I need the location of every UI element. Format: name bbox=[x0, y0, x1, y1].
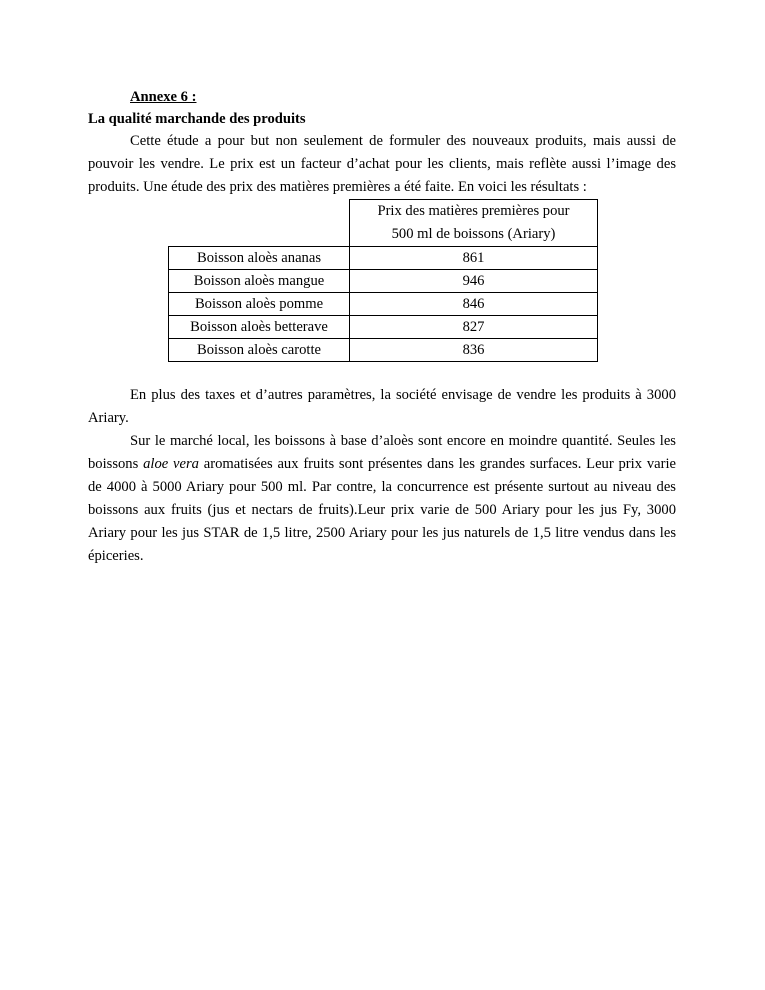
price-cell: 846 bbox=[350, 293, 598, 316]
market-text-part1: Sur le marché local, les boissons à base d’aloès sont encore en moindre quantité. Seules les boissons bbox=[88, 433, 676, 472]
table-row bbox=[169, 293, 598, 316]
product-cell: Boisson aloès mangue bbox=[169, 270, 350, 293]
product-cell: Boisson aloès betterave bbox=[169, 316, 350, 339]
table-row bbox=[169, 247, 598, 270]
table-header-line1: Prix des matières premières pour bbox=[377, 203, 570, 219]
table-corner-cell bbox=[169, 200, 350, 247]
annex-label: Annexe 6 : bbox=[130, 89, 197, 105]
intro-paragraph: Cette étude a pour but non seulement de formuler des nouveaux produits, mais aussi de pouvoir les vendre. Le prix est un facteur d’achat pour les clients, mais reflète aussi l’image des produits. Une étude des prix des matières premières a été faite. En voici les résultats : bbox=[88, 133, 676, 195]
price-cell: 861 bbox=[350, 247, 598, 270]
price-cell: 827 bbox=[350, 316, 598, 339]
table-row bbox=[169, 270, 598, 293]
taxes-paragraph: En plus des taxes et d’autres paramètres, la société envisage de vendre les produits à 3000 Ariary. bbox=[88, 387, 676, 426]
market-text-part2: aromatisées aux fruits sont présentes dans les grandes surfaces. Leur prix varie de 4000 à 5000 Ariary pour 500 ml. Par contre, la concurrence est présente surtout au niveau des boissons aux fruits (jus et nectars de fruits).Leur prix varie de 500 Ariary pour les jus Fy, 3000 Ariary pour les jus STAR de 1,5 litre, 2500 Ariary pour les jus naturels de 1,5 litre vendus dans les épiceries. bbox=[88, 456, 676, 564]
table-header-row bbox=[169, 200, 598, 247]
product-cell: Boisson aloès pomme bbox=[169, 293, 350, 316]
product-cell: Boisson aloès carotte bbox=[169, 339, 350, 362]
product-cell: Boisson aloès ananas bbox=[169, 247, 350, 270]
document-content bbox=[88, 86, 676, 568]
table-header-cell bbox=[350, 200, 598, 247]
table-header-line2: 500 ml de boissons (Ariary) bbox=[391, 226, 556, 242]
market-text-italic: aloe vera bbox=[143, 456, 199, 472]
price-cell: 836 bbox=[350, 339, 598, 362]
spacer bbox=[88, 362, 676, 384]
table-row bbox=[169, 339, 598, 362]
market-paragraph bbox=[88, 430, 676, 568]
table-row bbox=[169, 316, 598, 339]
price-table bbox=[168, 199, 598, 362]
price-cell: 946 bbox=[350, 270, 598, 293]
section-title: La qualité marchande des produits bbox=[88, 111, 306, 127]
